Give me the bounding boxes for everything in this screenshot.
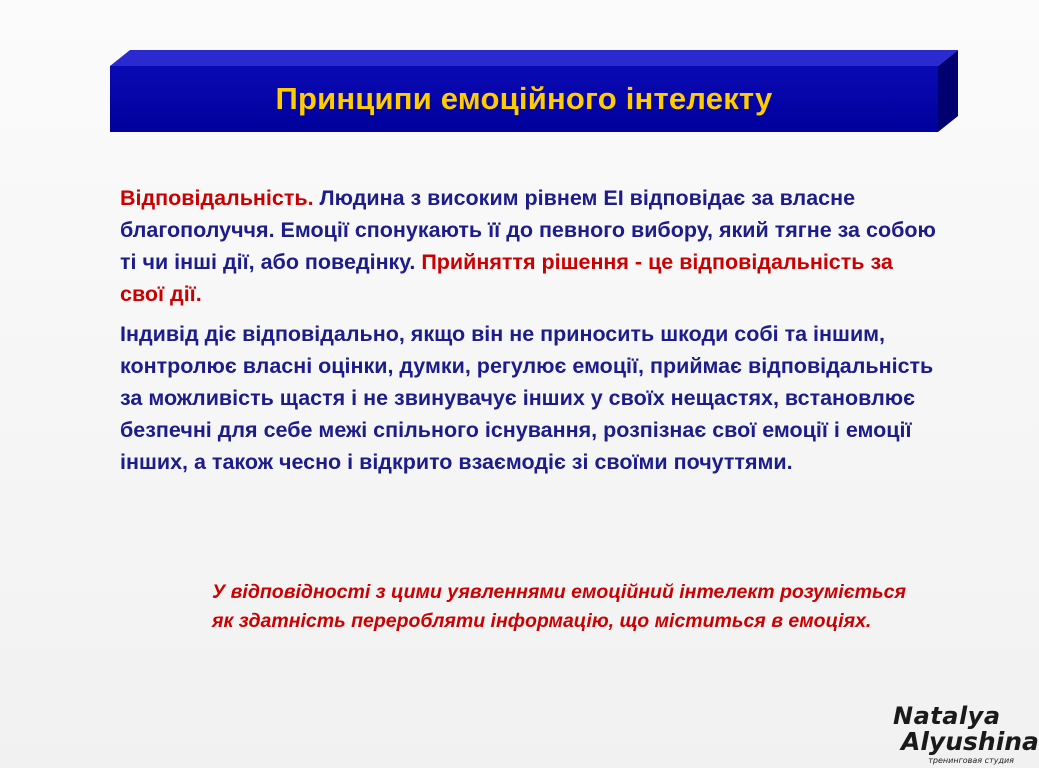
title-banner <box>0 0 1024 140</box>
slide-title: Принципи емоційного інтелекту <box>275 81 773 116</box>
term-responsibility: Відповідальність. <box>120 186 314 210</box>
paragraph-individual: Індивід діє відповідально, якщо він не приносить шкоди собі та іншим, контролює власні оцінки, думки, регулює емоції, приймає відповідальність за можливість щастя і не звинувачує інших у своїх нещастях, встановлює безпечні для себе межі спільного існування, розпізнає свої емоції і емоції інших, а також чесно і відкрито взаємодіє зі своїми почуттями. <box>120 322 934 474</box>
paragraph1-text: Людина з високим рівнем ЕІ відповідає за власне благополуччя. Емоції спонукають її до певного вибору, який тягне за собою ті чи інші дії, або поведінку. <box>120 186 936 274</box>
brand-logo <box>885 700 1039 766</box>
paragraph-responsibility <box>120 182 940 310</box>
quote-text: У відповідності з цими уявленнями емоційний інтелект розуміється як здатність переробляти інформацію, що міститься в емоціях. <box>212 581 906 632</box>
logo-last-name: Alyushina <box>901 727 1039 756</box>
main-text <box>120 182 940 478</box>
logo-subtitle: тренинговая студия <box>928 756 1014 765</box>
logo-first-name: Natalya <box>893 702 1001 730</box>
paragraph1-emphasis: Прийняття рішення - це відповідальність за свої дії. <box>120 250 893 306</box>
